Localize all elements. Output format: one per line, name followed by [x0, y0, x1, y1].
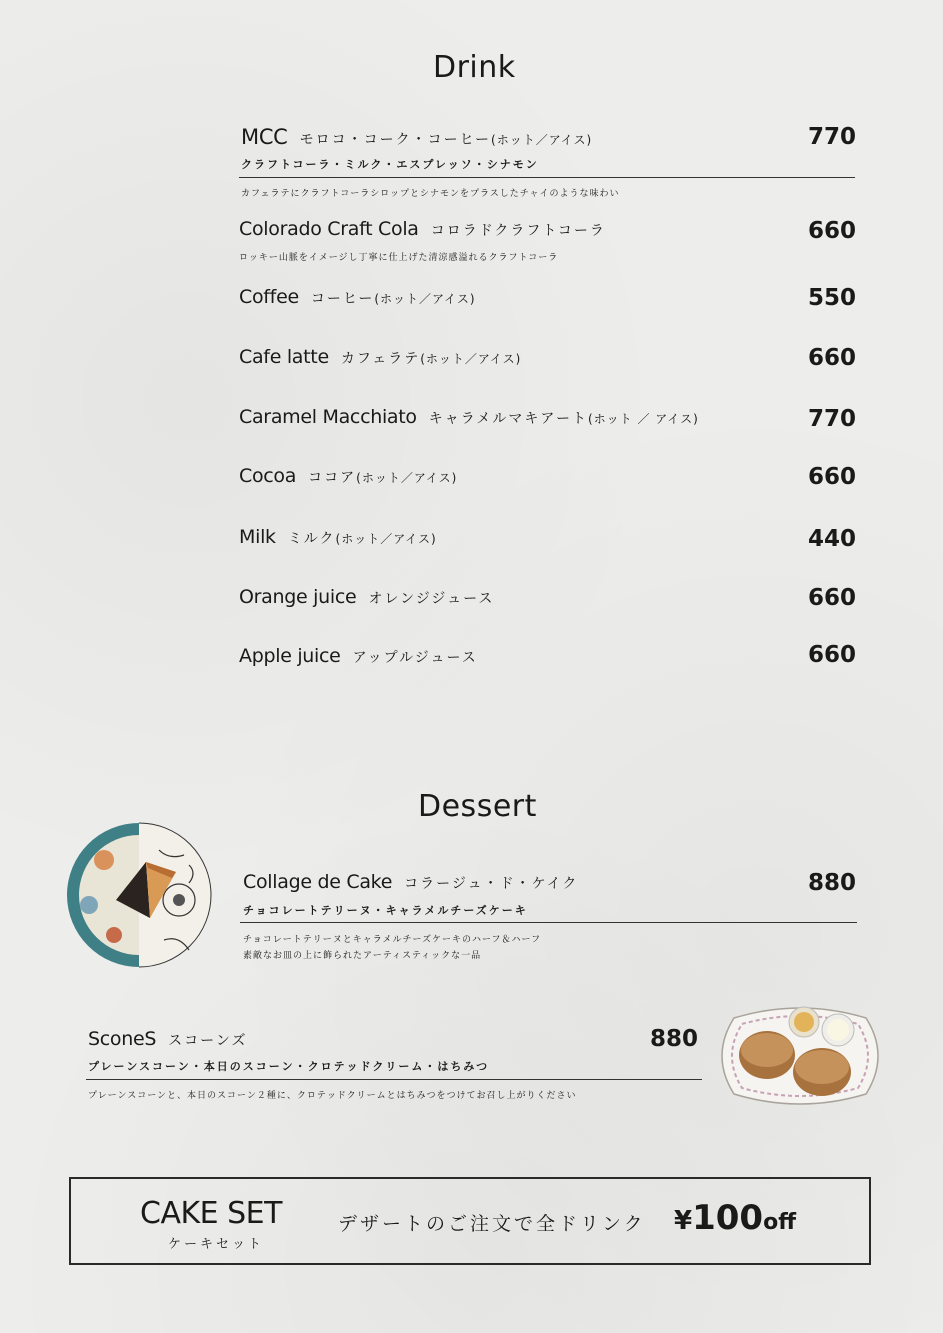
- item-name-jp: カフェラテ(ホット／アイス): [340, 351, 522, 367]
- item-price: 880: [649, 1026, 698, 1052]
- item-name-jp: コラージュ・ド・ケイク: [404, 876, 579, 892]
- item-note: 素敵なお皿の上に飾られたアーティスティックな一品: [243, 951, 482, 961]
- item-note: カフェラテにクラフトコーラシロップとシナモンをプラスしたチャイのような味わい: [241, 189, 620, 199]
- cake-set-message: デザートのご注文で全ドリンク: [338, 1213, 646, 1235]
- menu-item-caramel-macchiato: [239, 406, 699, 428]
- item-price: 770: [807, 124, 856, 150]
- item-price: 660: [807, 642, 856, 668]
- item-name-en: Collage de Cake: [243, 871, 393, 893]
- item-name-jp: オレンジジュース: [368, 591, 495, 607]
- item-name-en: Cafe latte: [239, 346, 329, 368]
- menu-item-milk: [239, 526, 437, 548]
- divider: [86, 1079, 702, 1080]
- item-name-jp: コロラドクラフトコーラ: [430, 223, 606, 239]
- item-name-en: Colorado Craft Cola: [239, 218, 419, 240]
- item-note: ロッキー山脈をイメージし丁寧に仕上げた清涼感溢れるクラフトコーラ: [239, 253, 559, 263]
- item-price: 660: [807, 464, 856, 490]
- item-price: 660: [807, 585, 856, 611]
- item-name-en: Orange juice: [239, 586, 357, 608]
- item-price: 660: [807, 345, 856, 371]
- cake-set-title: CAKE SET: [140, 1196, 282, 1231]
- item-name-en: SconeS: [88, 1028, 157, 1050]
- drink-section-title: Drink: [433, 50, 516, 85]
- item-price: 660: [807, 218, 856, 244]
- item-name-en: Apple juice: [239, 645, 341, 667]
- yen-symbol: ¥: [674, 1206, 693, 1236]
- collage-cake-plate-image: [64, 820, 214, 970]
- item-name-jp: ミルク(ホット／アイス): [287, 531, 437, 547]
- item-name-jp: アップルジュース: [352, 650, 478, 666]
- item-name-en: Milk: [239, 526, 276, 548]
- divider: [239, 177, 855, 178]
- menu-item-coffee: [239, 286, 476, 308]
- menu-item-mcc: [241, 125, 592, 149]
- item-name-en: MCC: [241, 125, 288, 149]
- item-note: プレーンスコーンと、本日のスコーン２種に、クロテッドクリームとはちみつをつけてお召し上がりください: [88, 1091, 577, 1101]
- menu-item-scones: [88, 1028, 247, 1050]
- menu-item-collage-de-cake: [243, 871, 578, 893]
- menu-item-cafe-latte: [239, 346, 521, 368]
- item-name-en: Caramel Macchiato: [239, 406, 417, 428]
- item-name-jp: ココア(ホット／アイス): [308, 470, 458, 486]
- cake-set-discount: [674, 1198, 796, 1238]
- dessert-section-title: Dessert: [418, 789, 537, 824]
- item-subtitle: プレーンスコーン・本日のスコーン・クロテッドクリーム・はちみつ: [88, 1060, 490, 1073]
- item-price: 440: [807, 526, 856, 552]
- menu-item-colorado-craft-cola: [239, 218, 606, 240]
- menu-item-apple-juice: [239, 645, 478, 667]
- cake-set-subtitle: ケーキセット: [168, 1237, 265, 1252]
- item-subtitle: クラフトコーラ・ミルク・エスプレッソ・シナモン: [241, 158, 539, 171]
- item-name-jp: コーヒー(ホット／アイス): [310, 291, 476, 307]
- item-subtitle: チョコレートテリーヌ・キャラメルチーズケーキ: [243, 904, 528, 917]
- item-name-en: Coffee: [239, 286, 299, 308]
- item-note: チョコレートテリーヌとキャラメルチーズケーキのハーフ＆ハーフ: [243, 935, 542, 945]
- item-price: 770: [807, 406, 856, 432]
- item-name-jp: モロコ・コーク・コーヒー(ホット／アイス): [299, 132, 593, 148]
- item-price: 550: [807, 285, 856, 311]
- item-name-jp: キャラメルマキアート(ホット ／ アイス): [428, 411, 699, 427]
- divider: [240, 922, 857, 923]
- menu-item-cocoa: [239, 465, 457, 487]
- item-name-en: Cocoa: [239, 465, 297, 487]
- menu-item-orange-juice: [239, 586, 494, 608]
- discount-amount: 100: [692, 1198, 764, 1238]
- discount-off-label: off: [763, 1210, 797, 1235]
- item-name-jp: スコーンズ: [168, 1033, 248, 1049]
- item-price: 880: [807, 870, 856, 896]
- scones-plate-image: [714, 1000, 886, 1112]
